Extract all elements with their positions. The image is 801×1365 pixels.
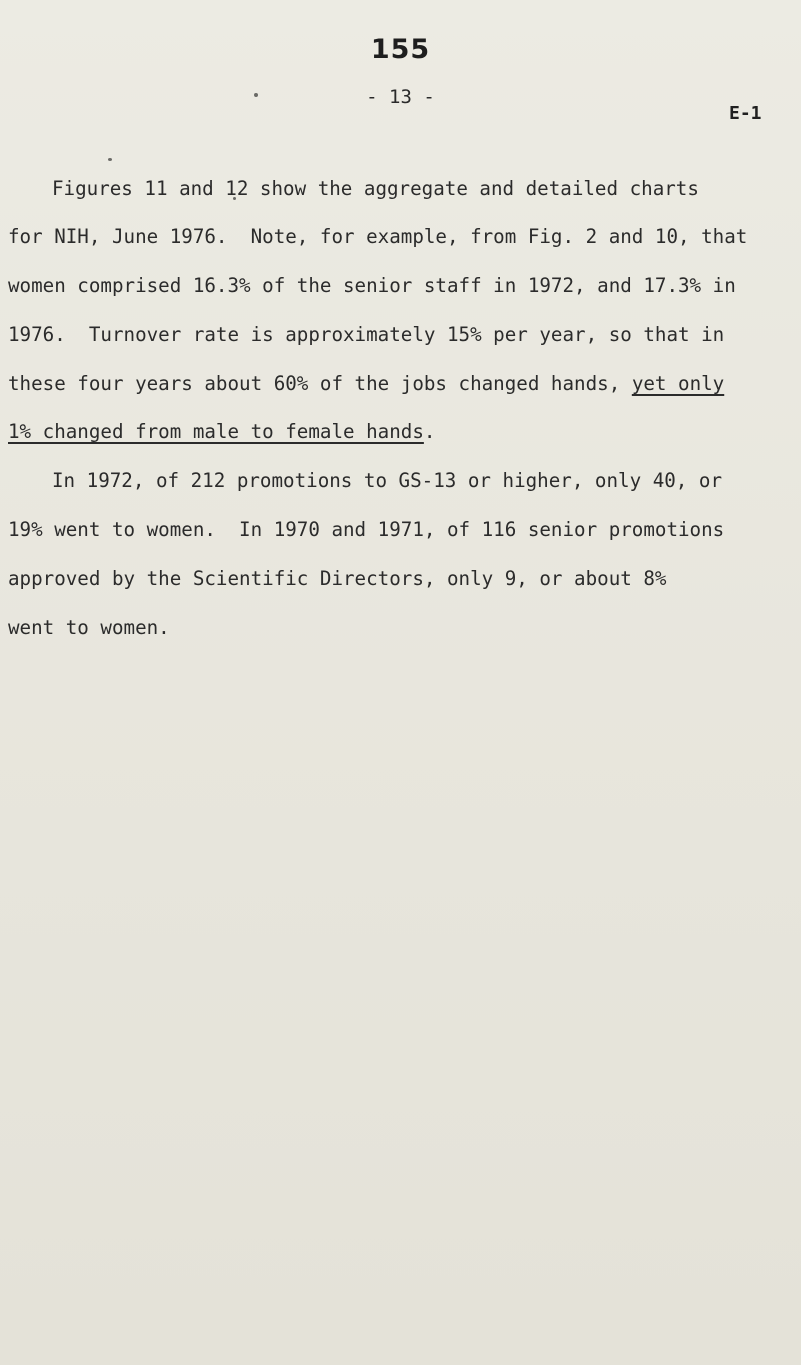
paragraph-1-line-6 bbox=[8, 420, 435, 444]
paragraph-2-line-4: went to women. bbox=[8, 616, 170, 639]
paragraph-2-line-1: In 1972, of 212 promotions to GS-13 or higher, only 40, or bbox=[52, 469, 723, 492]
paragraph-1-line-4: 1976. Turnover rate is approximately 15% per year, so that in bbox=[8, 323, 725, 346]
line-6-period: . bbox=[423, 420, 436, 443]
underlined-phrase-start: yet only bbox=[631, 372, 725, 395]
underlined-phrase-end: 1% changed from male to female hands bbox=[8, 420, 424, 443]
corner-code: E-1 bbox=[729, 103, 762, 124]
paragraph-1-line-1: Figures 11 and 12 show the aggregate and detailed charts bbox=[52, 177, 699, 200]
page-number: 155 bbox=[370, 34, 431, 65]
paragraph-2-line-3: approved by the Scientific Directors, only 9, or about 8% bbox=[8, 567, 667, 590]
paragraph-1-line-3: women comprised 16.3% of the senior staff in 1972, and 17.3% in bbox=[8, 274, 736, 297]
paragraph-2-line-2: 19% went to women. In 1970 and 1971, of 116 senior promotions bbox=[8, 518, 725, 541]
paragraph-1-line-5 bbox=[8, 372, 724, 396]
paragraph-1-line-2: for NIH, June 1976. Note, for example, from Fig. 2 and 10, that bbox=[8, 225, 748, 248]
line-5-text: these four years about 60% of the jobs changed hands, bbox=[8, 372, 632, 395]
sub-page-number: - 13 - bbox=[366, 86, 435, 108]
